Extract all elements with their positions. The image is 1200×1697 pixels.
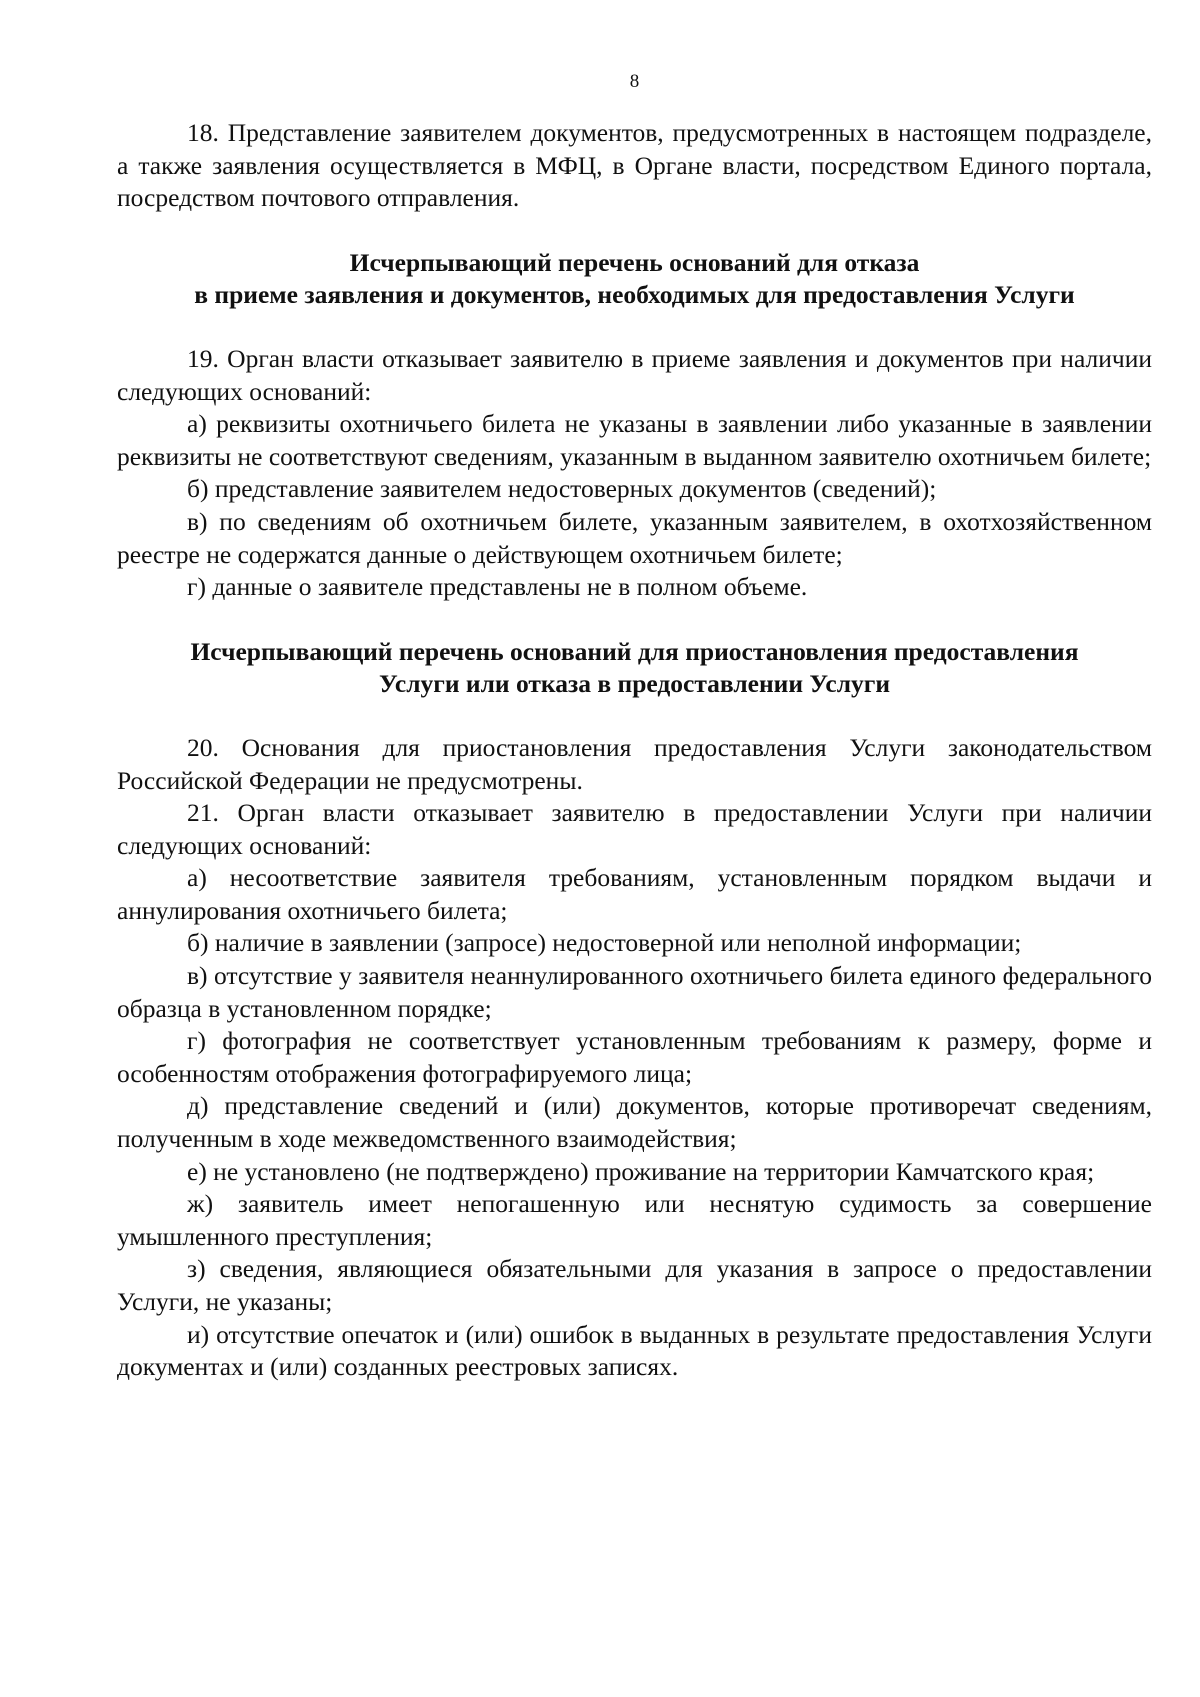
section-heading-refusal-acceptance — [117, 247, 1152, 312]
paragraph-18: 18. Представление заявителем документов, предусмотренных в настоящем подразделе, а также заявления осуществляется в МФЦ, в Органе власти, посредством Единого портала, посредством почтового отправления. — [117, 118, 1152, 213]
list-item-g: г) данные о заявителе представлены не в полном объеме. — [187, 572, 808, 602]
list-item-z: з) сведения, являющиеся обязательными для указания в запросе о предоставлении Услуги, не указаны; — [117, 1254, 1152, 1316]
list-item-v: в) по сведениям об охотничьем билете, указанным заявителем, в охотхозяйственном реестре не содержатся данные о действующем охотничьем билете; — [117, 506, 1152, 569]
list-item-g: г) фотография не соответствует установленным требованиям к размеру, форме и особенностям отображения фотографируемого лица; — [117, 1026, 1152, 1088]
section-refusal-acceptance — [117, 343, 1152, 604]
heading-line: Исчерпывающий перечень оснований для отказа — [349, 247, 920, 277]
heading-line: Исчерпывающий перечень оснований для приостановления предоставления — [190, 636, 1079, 666]
list-item-a: а) реквизиты охотничьего билета не указаны в заявлении либо указанные в заявлении реквизиты не соответствуют сведениям, указанным в выданном заявителю охотничьем билете; — [117, 409, 1152, 471]
document-body — [117, 117, 1152, 1384]
list-item-e: е) не установлено (не подтверждено) проживание на территории Камчатского края; — [187, 1156, 1095, 1186]
list-item-i: и) отсутствие опечаток и (или) ошибок в выданных в результате предоставления Услуги документах и (или) созданных реестровых записях. — [117, 1319, 1152, 1382]
heading-line: в приеме заявления и документов, необходимых для предоставления Услуги — [194, 280, 1075, 310]
list-item-d: д) представление сведений и (или) документов, которые противоречат сведениям, полученным в ходе межведомственного взаимодействия; — [117, 1091, 1152, 1154]
paragraph-21: 21. Орган власти отказывает заявителю в предоставлении Услуги при наличии следующих оснований: — [117, 798, 1152, 860]
list-item-zh: ж) заявитель имеет непогашенную или неснятую судимость за совершение умышленного преступления; — [117, 1189, 1152, 1251]
paragraph-20: 20. Основания для приостановления предоставления Услуги законодательством Российской Федерации не предусмотрены. — [117, 732, 1152, 795]
section-heading-suspension-refusal — [117, 636, 1152, 701]
list-item-v: в) отсутствие у заявителя неаннулированного охотничьего билета единого федерального образца в установленном порядке; — [117, 961, 1152, 1023]
list-item-b: б) представление заявителем недостоверных документов (сведений); — [187, 474, 937, 504]
list-item-b: б) наличие в заявлении (запросе) недостоверной или неполной информации; — [187, 928, 1022, 958]
list-item-a: а) несоответствие заявителя требованиям, установленным порядком выдачи и аннулирования охотничьего билета; — [117, 863, 1152, 925]
page-number: 8 — [629, 71, 640, 92]
paragraph-19: 19. Орган власти отказывает заявителю в приеме заявления и документов при наличии следующих оснований: — [117, 343, 1152, 406]
section-suspension-refusal — [117, 732, 1152, 1384]
heading-line: Услуги или отказа в предоставлении Услуги — [378, 669, 891, 699]
